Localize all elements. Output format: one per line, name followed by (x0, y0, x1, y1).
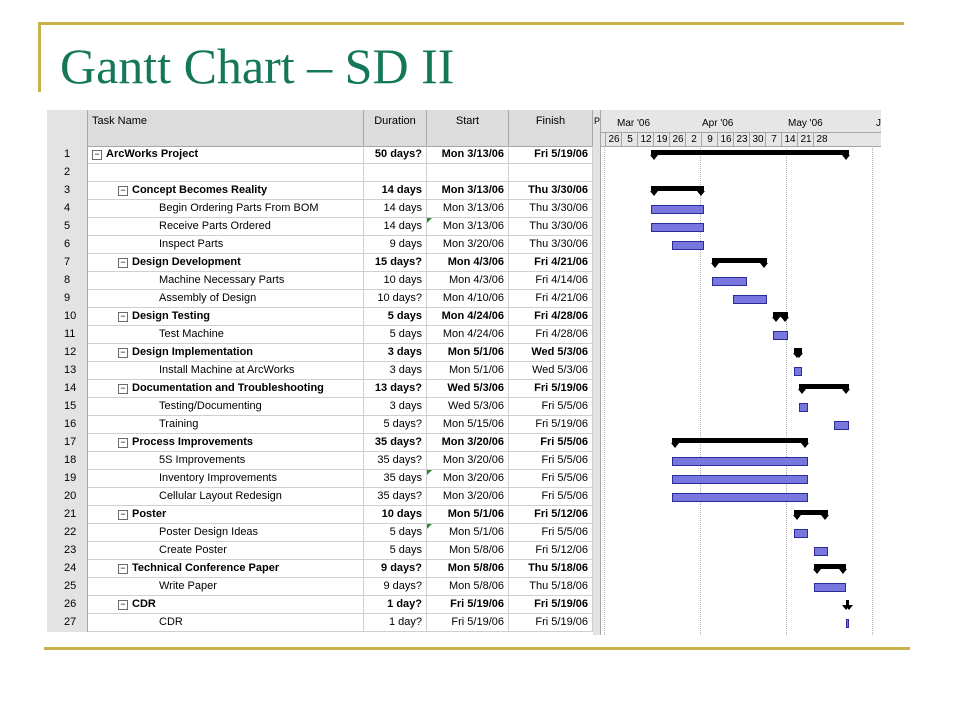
duration-cell[interactable]: 35 days? (364, 452, 427, 470)
task-name: 5S Improvements (159, 454, 246, 466)
task-name-cell[interactable] (88, 398, 364, 416)
finish-cell[interactable]: Fri 5/19/06 (509, 416, 593, 434)
table-row[interactable] (47, 200, 593, 218)
start-date: Mon 3/20/06 (441, 436, 504, 448)
task-name-cell[interactable] (88, 254, 364, 272)
finish-cell[interactable]: Fri 4/21/06 (509, 254, 593, 272)
duration-column-header[interactable]: Duration (364, 110, 427, 146)
table-row[interactable] (47, 578, 593, 596)
duration-cell[interactable]: 15 days? (364, 254, 427, 272)
duration-cell[interactable]: 5 days (364, 326, 427, 344)
row-id: 24 (47, 560, 88, 578)
finish-cell[interactable]: Thu 3/30/06 (509, 236, 593, 254)
duration-cell[interactable] (364, 164, 427, 182)
duration-cell[interactable]: 5 days (364, 524, 427, 542)
table-row[interactable] (47, 434, 593, 452)
summary-bar[interactable] (672, 438, 808, 443)
task-name-cell[interactable] (88, 308, 364, 326)
summary-bar[interactable] (799, 384, 848, 389)
timescale-months (601, 118, 881, 130)
summary-bar[interactable] (651, 150, 848, 155)
finish-cell[interactable]: Fri 5/19/06 (509, 614, 593, 632)
gantt-body (601, 146, 881, 635)
start-date: Mon 3/20/06 (442, 490, 504, 502)
start-cell[interactable] (427, 524, 509, 542)
table-row[interactable] (47, 218, 593, 236)
gantt-chart (601, 110, 881, 635)
row-id: 1 (47, 146, 88, 164)
timescale-week-label: 26 (605, 133, 622, 146)
duration-cell[interactable]: 9 days? (364, 560, 427, 578)
duration-cell[interactable]: 9 days? (364, 578, 427, 596)
start-cell[interactable] (427, 452, 509, 470)
collapse-toggle-icon[interactable]: − (118, 510, 128, 520)
row-id: 7 (47, 254, 88, 272)
task-name: Begin Ordering Parts From BOM (159, 202, 319, 214)
table-row[interactable] (47, 290, 593, 308)
timescale-week-label: 26 (669, 133, 686, 146)
task-name-cell[interactable] (88, 146, 364, 164)
table-row[interactable] (47, 236, 593, 254)
task-name: Design Development (132, 256, 241, 268)
task-bar[interactable] (672, 493, 808, 502)
duration-cell[interactable]: 14 days (364, 200, 427, 218)
start-date: Mon 5/1/06 (448, 526, 504, 538)
table-row[interactable] (47, 164, 593, 182)
summary-bar[interactable] (794, 510, 829, 515)
task-bar[interactable] (712, 277, 747, 286)
summary-bar[interactable] (773, 312, 788, 317)
task-bar[interactable] (733, 295, 768, 304)
timescale-gridline (700, 146, 701, 635)
finish-cell[interactable]: Fri 5/5/06 (509, 452, 593, 470)
id-column-header[interactable] (47, 110, 88, 146)
task-name: Design Implementation (132, 346, 254, 358)
finish-cell[interactable]: Thu 3/30/06 (509, 200, 593, 218)
start-date: Mon 5/1/06 (447, 508, 504, 520)
start-date: Mon 5/1/06 (447, 346, 504, 358)
task-name-cell[interactable] (88, 290, 364, 308)
start-cell[interactable] (427, 470, 509, 488)
timescale-gridline (786, 146, 787, 635)
task-name: Concept Becomes Reality (132, 184, 268, 196)
indicator-column-header: P (594, 116, 601, 126)
start-cell[interactable] (427, 236, 509, 254)
finish-cell[interactable] (509, 164, 593, 182)
timescale-month-label: May '06 (788, 118, 823, 129)
start-date: Mon 5/8/06 (448, 580, 504, 592)
timescale-week-label: 9 (701, 133, 718, 146)
start-cell[interactable] (427, 200, 509, 218)
start-date: Fri 5/19/06 (450, 598, 504, 610)
start-cell[interactable] (427, 290, 509, 308)
row-id: 18 (47, 452, 88, 470)
start-cell[interactable] (427, 506, 509, 524)
row-id: 14 (47, 380, 88, 398)
timescale-week-label: 30 (749, 133, 766, 146)
task-bar[interactable] (814, 547, 829, 556)
start-cell[interactable] (427, 344, 509, 362)
table-row[interactable] (47, 560, 593, 578)
finish-column-header[interactable]: Finish (509, 110, 593, 146)
start-cell[interactable] (427, 614, 509, 632)
start-date: Mon 4/3/06 (448, 274, 504, 286)
timescale-week-label: 7 (765, 133, 782, 146)
duration-cell[interactable]: 1 day? (364, 614, 427, 632)
row-id: 21 (47, 506, 88, 524)
task-name: Poster (132, 508, 167, 520)
start-date: Mon 3/20/06 (442, 454, 504, 466)
task-name: CDR (159, 616, 183, 628)
start-column-header[interactable]: Start (427, 110, 509, 146)
table-row[interactable] (47, 614, 593, 632)
row-id: 23 (47, 542, 88, 560)
duration-cell[interactable]: 10 days? (364, 290, 427, 308)
collapse-toggle-icon[interactable]: − (118, 438, 128, 448)
timescale-week-label: 2 (685, 133, 702, 146)
finish-cell[interactable]: Fri 5/5/06 (509, 488, 593, 506)
collapse-toggle-icon[interactable]: − (118, 600, 128, 610)
start-date: Mon 5/15/06 (442, 418, 504, 430)
row-id: 11 (47, 326, 88, 344)
task-name: Design Testing (132, 310, 211, 322)
start-date: Mon 3/13/06 (441, 148, 504, 160)
task-name: Inspect Parts (159, 238, 224, 250)
timescale-month-label: Apr '06 (702, 118, 734, 129)
start-cell[interactable] (427, 578, 509, 596)
task-bar[interactable] (834, 421, 849, 430)
frame-bottom-rule (44, 647, 910, 650)
start-cell[interactable] (427, 488, 509, 506)
start-cell[interactable] (427, 596, 509, 614)
summary-bar[interactable] (814, 564, 846, 569)
start-date: Mon 4/24/06 (441, 310, 504, 322)
task-bar[interactable] (814, 583, 846, 592)
row-id: 12 (47, 344, 88, 362)
duration-cell[interactable]: 5 days? (364, 416, 427, 434)
task-bar[interactable] (773, 331, 788, 340)
timescale-week-label: 21 (797, 133, 814, 146)
duration-cell[interactable]: 50 days? (364, 146, 427, 164)
duration-cell[interactable]: 10 days (364, 272, 427, 290)
start-cell[interactable] (427, 272, 509, 290)
row-id: 17 (47, 434, 88, 452)
summary-bar[interactable] (794, 348, 803, 353)
finish-cell[interactable]: Wed 5/3/06 (509, 362, 593, 380)
row-id: 25 (47, 578, 88, 596)
duration-cell[interactable]: 13 days? (364, 380, 427, 398)
task-name-cell[interactable] (88, 416, 364, 434)
task-name-cell[interactable] (88, 380, 364, 398)
finish-cell[interactable]: Fri 5/19/06 (509, 380, 593, 398)
task-name-cell[interactable] (88, 200, 364, 218)
task-bar[interactable] (672, 475, 808, 484)
timescale-week-label: 5 (621, 133, 638, 146)
timescale-gridline (872, 146, 873, 635)
collapse-toggle-icon[interactable]: − (118, 348, 128, 358)
start-date: Fri 5/19/06 (451, 616, 504, 628)
indicator-column (593, 110, 601, 635)
table-row[interactable] (47, 488, 593, 506)
task-bar[interactable] (651, 205, 703, 214)
task-name: ArcWorks Project (106, 148, 199, 160)
finish-cell[interactable]: Fri 4/28/06 (509, 308, 593, 326)
start-date: Mon 3/20/06 (442, 472, 504, 484)
row-id: 27 (47, 614, 88, 632)
start-date: Mon 3/20/06 (442, 238, 504, 250)
start-date: Mon 3/13/06 (442, 220, 504, 232)
timescale-weeks (601, 132, 881, 146)
table-row[interactable] (47, 506, 593, 524)
table-row[interactable] (47, 182, 593, 200)
timescale-week-label: 14 (781, 133, 798, 146)
table-row[interactable] (47, 470, 593, 488)
task-name-cell[interactable] (88, 434, 364, 452)
task-bar[interactable] (794, 367, 803, 376)
task-bar[interactable] (672, 457, 808, 466)
task-name-cell[interactable] (88, 506, 364, 524)
table-row[interactable] (47, 308, 593, 326)
task-name-cell[interactable] (88, 578, 364, 596)
timescale-month-label: Mar '06 (617, 118, 651, 129)
timescale-week-label: 23 (733, 133, 750, 146)
table-row[interactable] (47, 596, 593, 614)
row-id: 16 (47, 416, 88, 434)
duration-cell[interactable]: 9 days (364, 236, 427, 254)
row-id: 6 (47, 236, 88, 254)
start-cell[interactable] (427, 560, 509, 578)
duration-cell[interactable]: 5 days (364, 308, 427, 326)
table-row[interactable] (47, 272, 593, 290)
row-id: 3 (47, 182, 88, 200)
table-row[interactable] (47, 344, 593, 362)
task-name-cell[interactable] (88, 596, 364, 614)
collapse-toggle-icon[interactable]: − (118, 384, 128, 394)
table-row[interactable] (47, 254, 593, 272)
finish-cell[interactable]: Fri 4/21/06 (509, 290, 593, 308)
duration-cell[interactable]: 1 day? (364, 596, 427, 614)
collapse-toggle-icon[interactable]: − (92, 150, 102, 160)
timescale-week-label: 12 (637, 133, 654, 146)
row-id: 26 (47, 596, 88, 614)
table-row[interactable] (47, 452, 593, 470)
duration-cell[interactable]: 35 days (364, 470, 427, 488)
duration-cell[interactable]: 35 days? (364, 434, 427, 452)
task-name: Receive Parts Ordered (159, 220, 271, 232)
task-name-cell[interactable] (88, 344, 364, 362)
finish-cell[interactable]: Thu 5/18/06 (509, 560, 593, 578)
finish-cell[interactable]: Fri 4/28/06 (509, 326, 593, 344)
timescale-month-label: J (876, 118, 881, 129)
timescale-week-label: 16 (717, 133, 734, 146)
start-cell[interactable] (427, 326, 509, 344)
duration-cell[interactable]: 14 days (364, 182, 427, 200)
task-bar[interactable] (651, 223, 703, 232)
task-name-cell[interactable] (88, 614, 364, 632)
row-id: 22 (47, 524, 88, 542)
row-id: 4 (47, 200, 88, 218)
task-name: Poster Design Ideas (159, 526, 259, 538)
finish-cell[interactable]: Thu 3/30/06 (509, 182, 593, 200)
finish-cell[interactable]: Wed 5/3/06 (509, 344, 593, 362)
row-id: 19 (47, 470, 88, 488)
duration-cell[interactable]: 5 days (364, 542, 427, 560)
task-name: Create Poster (159, 544, 227, 556)
duration-cell[interactable]: 14 days (364, 218, 427, 236)
summary-bar[interactable] (712, 258, 767, 263)
start-cell[interactable] (427, 182, 509, 200)
task-name: Test Machine (159, 328, 224, 340)
collapse-toggle-icon[interactable]: − (118, 186, 128, 196)
table-row[interactable] (47, 416, 593, 434)
start-date: Mon 4/10/06 (442, 292, 504, 304)
finish-cell[interactable]: Fri 5/12/06 (509, 506, 593, 524)
start-date: Mon 4/3/06 (447, 256, 504, 268)
finish-cell[interactable]: Fri 5/5/06 (509, 398, 593, 416)
slide-title: Gantt Chart – SD II (60, 38, 455, 94)
task-name-cell[interactable] (88, 272, 364, 290)
finish-cell[interactable]: Thu 3/30/06 (509, 218, 593, 236)
task-bar[interactable] (799, 403, 808, 412)
note-indicator-icon (427, 524, 432, 529)
start-cell[interactable] (427, 380, 509, 398)
task-name-cell[interactable] (88, 470, 364, 488)
table-row[interactable] (47, 146, 593, 164)
duration-cell[interactable]: 35 days? (364, 488, 427, 506)
finish-cell[interactable]: Fri 5/5/06 (509, 470, 593, 488)
task-name-cell[interactable] (88, 524, 364, 542)
row-id: 13 (47, 362, 88, 380)
finish-cell[interactable]: Fri 5/19/06 (509, 596, 593, 614)
note-indicator-icon (427, 218, 432, 223)
duration-cell[interactable]: 3 days (364, 362, 427, 380)
timescale-week-label: 19 (653, 133, 670, 146)
collapse-toggle-icon[interactable]: − (118, 564, 128, 574)
frame-top-rule (38, 22, 904, 25)
start-date: Mon 3/13/06 (442, 202, 504, 214)
table-row[interactable] (47, 542, 593, 560)
finish-cell[interactable]: Fri 4/14/06 (509, 272, 593, 290)
task-name: Training (159, 418, 199, 430)
task-name: Technical Conference Paper (132, 562, 280, 574)
task-name: Write Paper (159, 580, 217, 592)
task-name: Documentation and Troubleshooting (132, 382, 324, 394)
task-bar[interactable] (672, 241, 704, 250)
row-id: 15 (47, 398, 88, 416)
table-row[interactable] (47, 398, 593, 416)
task-name-cell[interactable] (88, 542, 364, 560)
table-row[interactable] (47, 326, 593, 344)
start-cell[interactable] (427, 254, 509, 272)
duration-cell[interactable]: 3 days (364, 398, 427, 416)
task-name: CDR (132, 598, 156, 610)
start-date: Wed 5/3/06 (447, 400, 504, 412)
start-date: Mon 5/8/06 (448, 544, 504, 556)
start-date: Wed 5/3/06 (447, 382, 504, 394)
summary-bar[interactable] (651, 186, 703, 191)
start-date: Mon 5/8/06 (447, 562, 504, 574)
task-name-cell[interactable] (88, 452, 364, 470)
task-bar[interactable] (794, 529, 809, 538)
task-name-cell[interactable] (88, 560, 364, 578)
row-id: 8 (47, 272, 88, 290)
task-bar[interactable] (846, 619, 849, 628)
note-indicator-icon (427, 470, 432, 475)
task-name: Inventory Improvements (159, 472, 277, 484)
table-row[interactable] (47, 524, 593, 542)
task-name-column-header[interactable]: Task Name (88, 110, 364, 146)
task-name-cell[interactable] (88, 182, 364, 200)
collapse-toggle-icon[interactable]: − (118, 312, 128, 322)
row-id: 20 (47, 488, 88, 506)
duration-cell[interactable]: 3 days (364, 344, 427, 362)
task-name: Install Machine at ArcWorks (159, 364, 295, 376)
timescale-gridline (604, 146, 605, 635)
finish-cell[interactable]: Fri 5/12/06 (509, 542, 593, 560)
start-date: Mon 3/13/06 (441, 184, 504, 196)
timescale-header (601, 110, 881, 147)
task-name-cell[interactable] (88, 236, 364, 254)
task-name-cell[interactable] (88, 326, 364, 344)
task-name: Process Improvements (132, 436, 254, 448)
task-name: Cellular Layout Redesign (159, 490, 282, 502)
summary-bar[interactable] (846, 600, 849, 605)
project-sheet (47, 110, 881, 635)
finish-cell[interactable]: Fri 5/5/06 (509, 524, 593, 542)
finish-cell[interactable]: Thu 5/18/06 (509, 578, 593, 596)
finish-cell[interactable]: Fri 5/5/06 (509, 434, 593, 452)
table-row[interactable] (47, 362, 593, 380)
task-name: Testing/Documenting (159, 400, 262, 412)
row-id: 10 (47, 308, 88, 326)
start-cell[interactable] (427, 218, 509, 236)
task-name: Machine Necessary Parts (159, 274, 285, 286)
start-cell[interactable] (427, 416, 509, 434)
start-cell[interactable] (427, 362, 509, 380)
table-header (47, 110, 593, 147)
start-cell[interactable] (427, 542, 509, 560)
row-id: 9 (47, 290, 88, 308)
task-name-cell[interactable] (88, 164, 364, 182)
collapse-toggle-icon[interactable]: − (118, 258, 128, 268)
task-name-cell[interactable] (88, 362, 364, 380)
start-cell[interactable] (427, 434, 509, 452)
duration-cell[interactable]: 10 days (364, 506, 427, 524)
task-name-cell[interactable] (88, 218, 364, 236)
table-row[interactable] (47, 380, 593, 398)
task-name-cell[interactable] (88, 488, 364, 506)
start-date: Mon 4/24/06 (442, 328, 504, 340)
start-cell[interactable] (427, 398, 509, 416)
frame-left-rule (38, 22, 41, 92)
start-cell[interactable] (427, 308, 509, 326)
row-id: 2 (47, 164, 88, 182)
row-id: 5 (47, 218, 88, 236)
start-cell[interactable] (427, 164, 509, 182)
finish-cell[interactable]: Fri 5/19/06 (509, 146, 593, 164)
task-name: Assembly of Design (159, 292, 257, 304)
timescale-week-label: 28 (813, 133, 830, 146)
start-cell[interactable] (427, 146, 509, 164)
start-date: Mon 5/1/06 (448, 364, 504, 376)
